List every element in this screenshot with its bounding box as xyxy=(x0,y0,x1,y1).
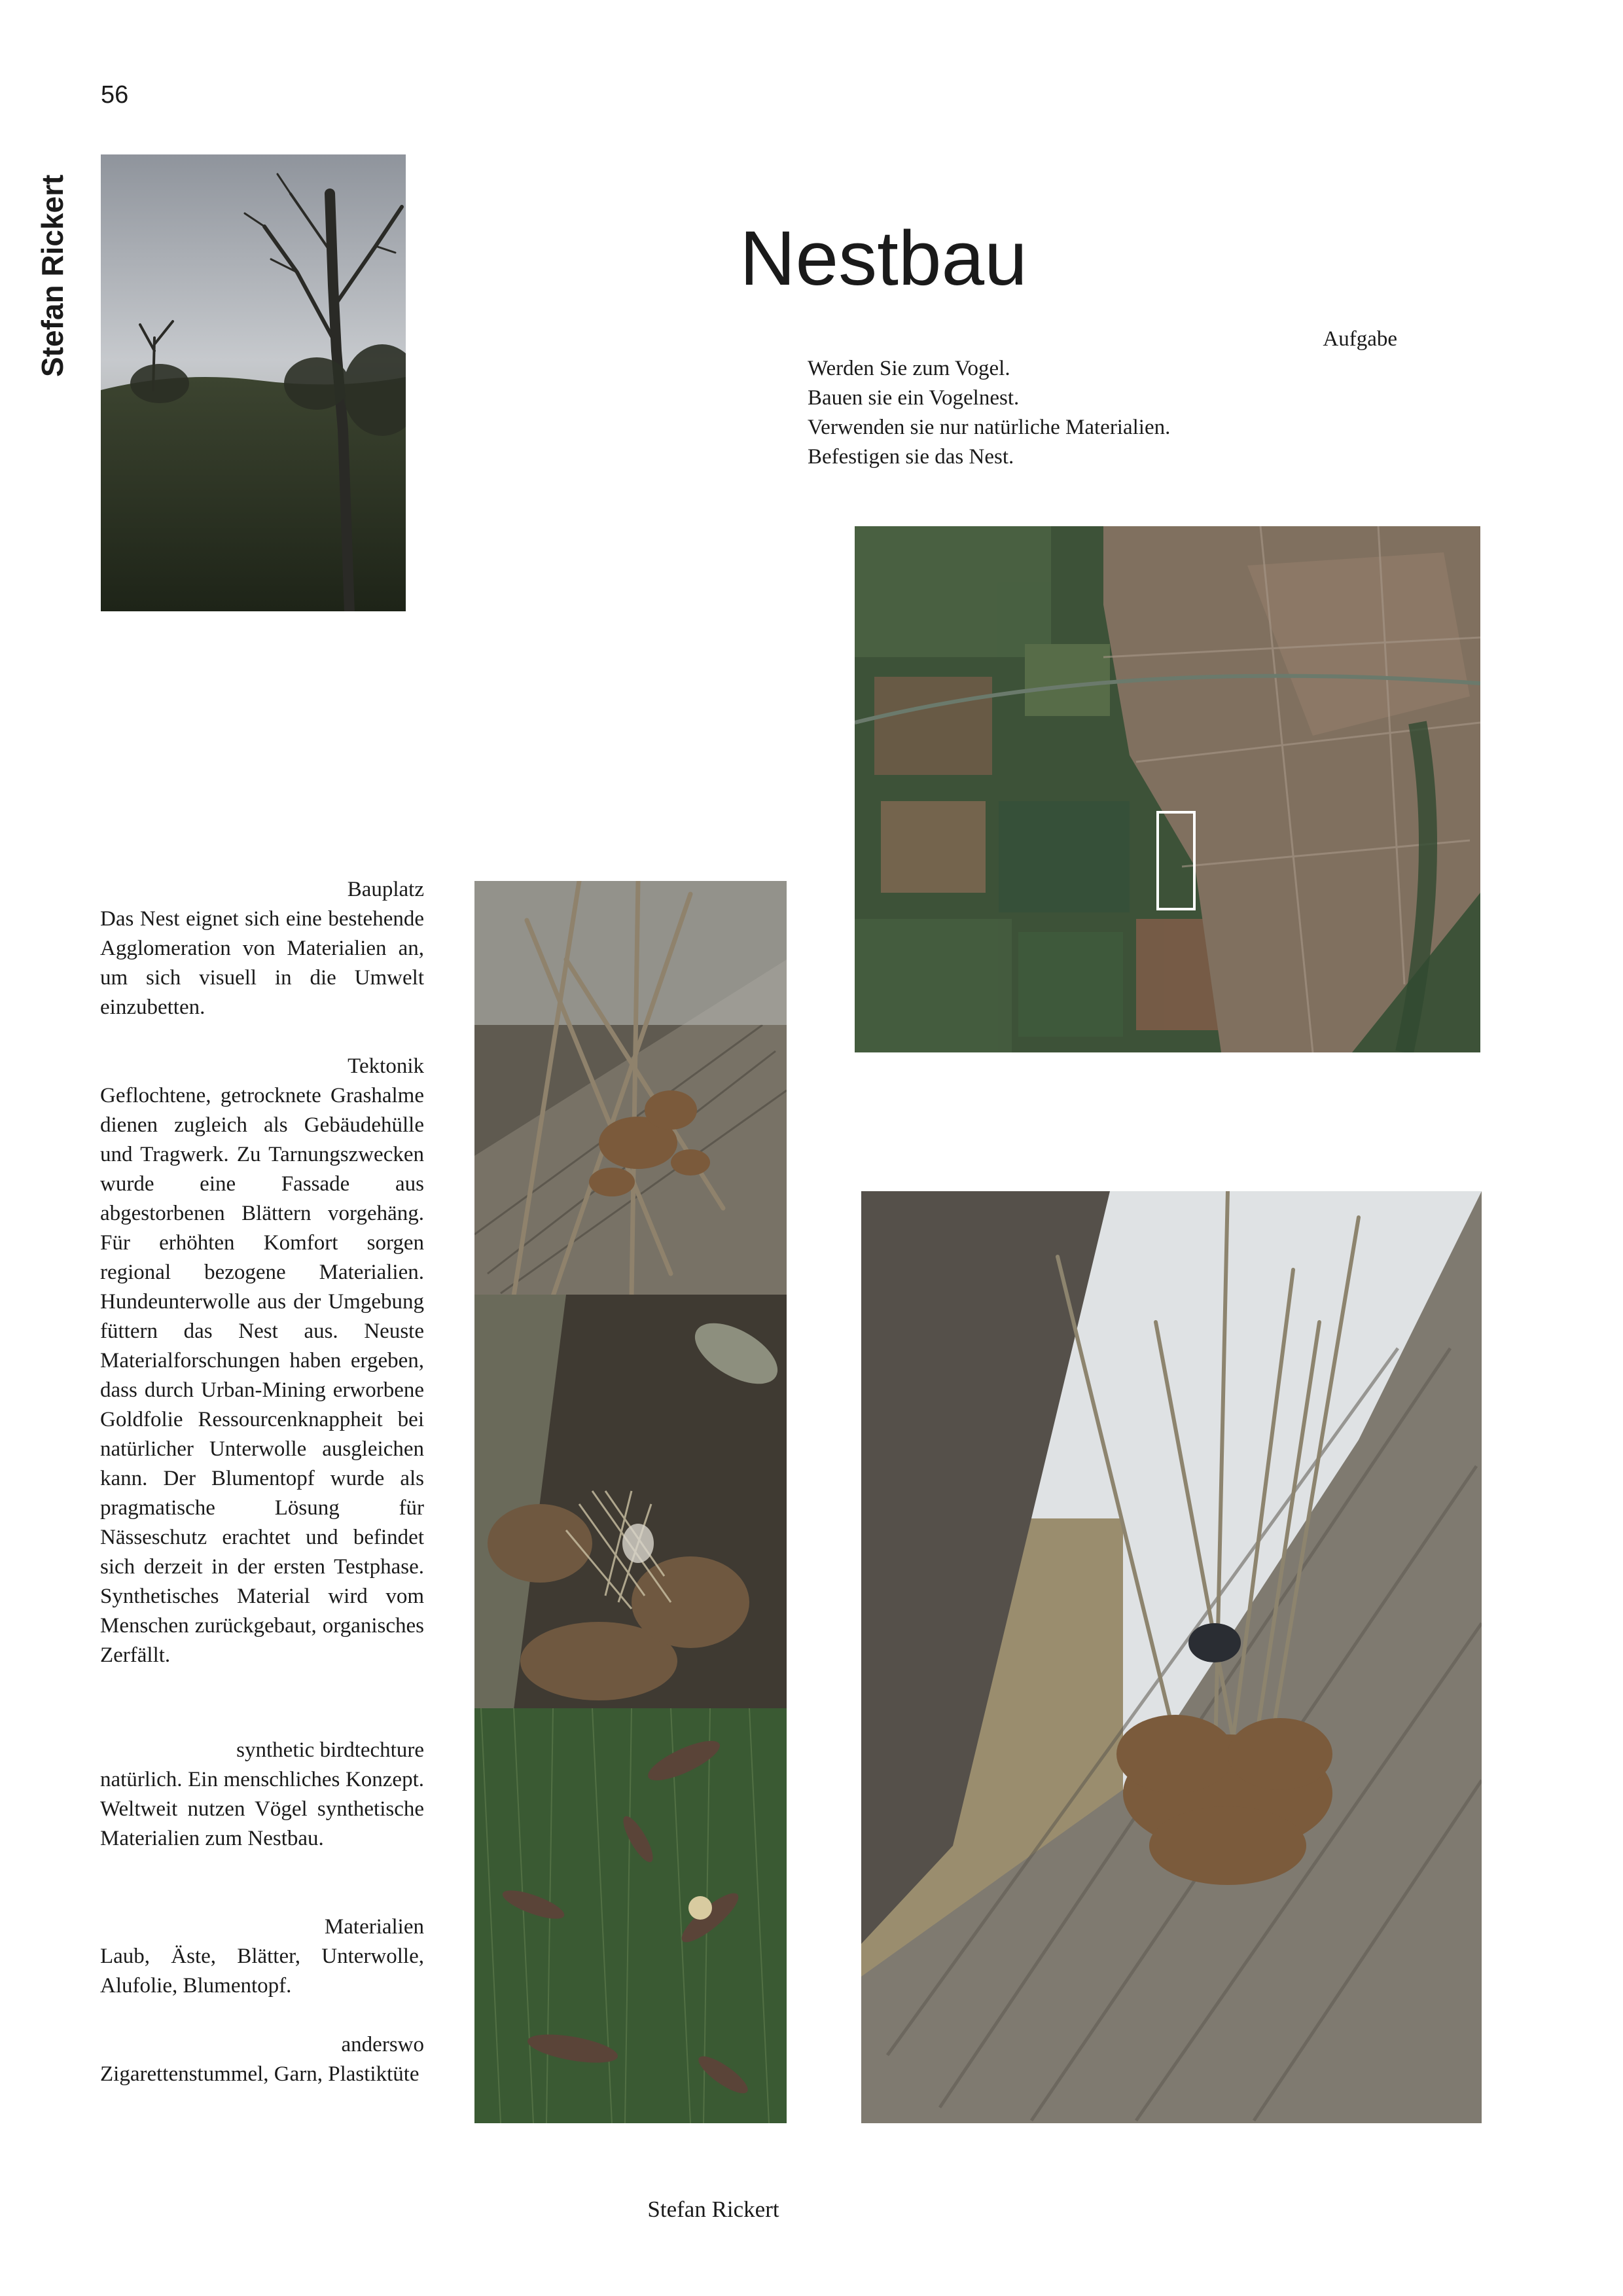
nest-detail-photo-1 xyxy=(474,881,787,1296)
section-heading-bauplatz: Bauplatz xyxy=(347,878,424,901)
aerial-map-photo xyxy=(855,526,1480,1052)
nest-tree-photo xyxy=(861,1191,1482,2123)
side-author-label xyxy=(34,157,71,377)
page-number: 56 xyxy=(101,81,129,109)
task-line: Bauen sie ein Vogelnest. xyxy=(808,386,1020,410)
section-text-anderswo: Zigarettenstummel, Garn, Plastiktüte xyxy=(100,2062,419,2086)
nest-detail-photo-2 xyxy=(474,1295,787,1710)
section-heading-materialien: Materialien xyxy=(324,1915,424,1939)
section-text-bauplatz: Das Nest eignet sich eine bestehende Agglomeration von Materialien an, um sich visuell in die Umwelt einzubetten. xyxy=(100,907,424,1019)
section-heading-synthetic: synthetic birdtechture xyxy=(236,1738,424,1762)
task-heading: Aufgabe xyxy=(1323,327,1397,351)
footer-author: Stefan Rickert xyxy=(647,2197,779,2222)
section-text-synthetic: natürlich. Ein menschliches Konzept. Weltweit nutzen Vögel synthetische Materialien zum Nestbau. xyxy=(100,1768,424,1850)
section-heading-tektonik: Tektonik xyxy=(348,1054,424,1078)
landscape-photo xyxy=(101,154,406,611)
side-author-text: Stefan Rickert xyxy=(35,174,69,377)
nest-detail-photo-3 xyxy=(474,1708,787,2123)
task-text xyxy=(808,354,1397,472)
page-title: Nestbau xyxy=(740,215,1027,302)
section-text-tektonik: Geflochtene, getrocknete Grashalme dienen zugleich als Gebäudehülle und Tragwerk. Zu Tarnungszwecken wurde eine Fassade aus abgestorbenen Blättern vorgehäng. Für erhöhten Komfort sorgen regional bezogene Materialien. Hundeunterwolle aus der Umgebung füttern das Nest aus. Neuste Materialforschungen haben ergeben, dass durch Urban-Mining erworbene Goldfolie Ressourcenknappheit bei natürlicher Unterwolle ausgleichen kann. Der Blumentopf wurde als pragmatische Lösung für Nässeschutz erachtet und befindet sich derzeit in der ersten Testphase. Synthetisches Material wird vom Menschen zurückgebaut, organisches Zerfällt. xyxy=(100,1084,424,1667)
task-line: Befestigen sie das Nest. xyxy=(808,445,1014,469)
section-text-materialien: Laub, Äste, Blätter, Unterwolle, Alufolie, Blumentopf. xyxy=(100,1945,424,1998)
task-line: Werden Sie zum Vogel. xyxy=(808,357,1010,380)
task-line: Verwenden sie nur natürliche Materialien. xyxy=(808,416,1171,439)
section-heading-anderswo: anderswo xyxy=(341,2033,424,2056)
